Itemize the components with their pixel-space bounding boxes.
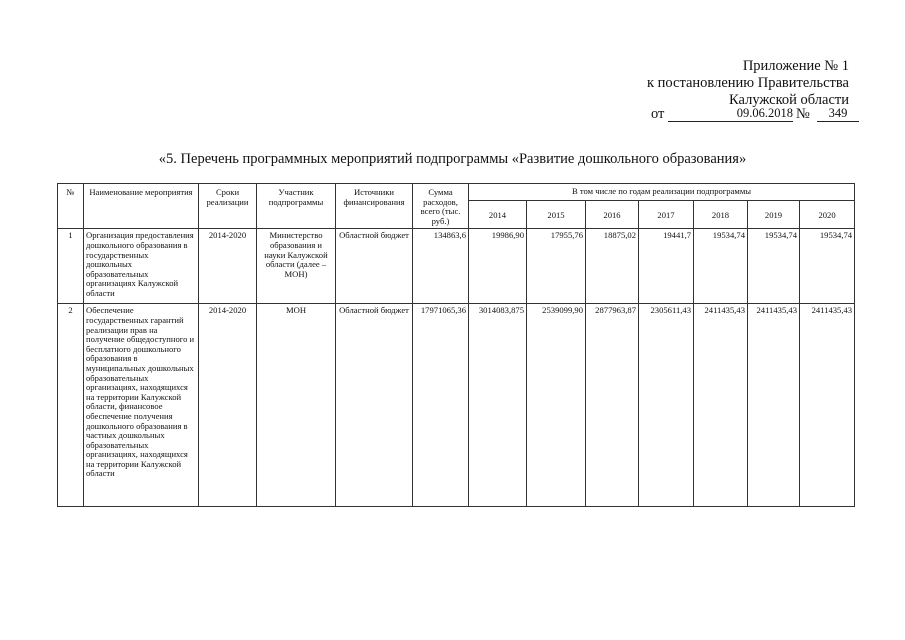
cell-value: 19534,74 — [748, 229, 800, 304]
cell-value: 2877963,87 — [586, 304, 639, 507]
cell-total: 134863,6 — [413, 229, 469, 304]
col-header-participant: Участник подпрограммы — [257, 184, 336, 229]
cell-value: 2305611,43 — [639, 304, 694, 507]
cell-value: 19534,74 — [800, 229, 855, 304]
appendix-region: Калужской области — [729, 92, 849, 108]
col-header-year: 2017 — [639, 201, 694, 229]
table-header-row — [58, 184, 855, 201]
col-header-terms: Сроки реализации — [199, 184, 257, 229]
from-label: от — [651, 106, 665, 122]
cell-name: Организация предоставления дошкольного образования в государственных дошкольных образовательных организациях Калужской области — [84, 229, 199, 304]
cell-num: 2 — [58, 304, 84, 507]
decree-date: 09.06.2018 — [668, 106, 793, 122]
cell-value: 18875,02 — [586, 229, 639, 304]
col-header-year: 2019 — [748, 201, 800, 229]
col-header-year: 2018 — [694, 201, 748, 229]
cell-terms: 2014-2020 — [199, 304, 257, 507]
cell-num: 1 — [58, 229, 84, 304]
page-title: «5. Перечень программных мероприятий подпрограммы «Развитие дошкольного образования» — [158, 151, 747, 167]
cell-value: 2411435,43 — [694, 304, 748, 507]
appendix-resolution-ref: к постановлению Правительства — [647, 75, 849, 91]
cell-value: 2539099,90 — [527, 304, 586, 507]
cell-participant: Министерство образования и науки Калужской области (далее – МОН) — [257, 229, 336, 304]
cell-source: Областной бюджет — [336, 304, 413, 507]
cell-source: Областной бюджет — [336, 229, 413, 304]
col-header-year: 2015 — [527, 201, 586, 229]
col-header-name: Наименование мероприятия — [84, 184, 199, 229]
table-row — [58, 304, 855, 507]
col-header-year: 2020 — [800, 201, 855, 229]
col-header-years-group: В том числе по годам реализации подпрограммы — [469, 184, 855, 201]
appendix-header — [609, 58, 849, 109]
cell-total: 17971065,36 — [413, 304, 469, 507]
cell-name: Обеспечение государственных гарантий реализации прав на получение общедоступного и бесплатного дошкольного образования в муниципальных дошкольных образовательных организациях, находящихся на территории Калужской области, финансовое обеспечение получения дошкольного образования в частных дошкольных образовательных организациях, находящихся на территории Калужской области — [84, 304, 199, 507]
cell-value: 19986,90 — [469, 229, 527, 304]
col-header-sources: Источники финансирования — [336, 184, 413, 229]
table-row — [58, 229, 855, 304]
decree-number: 349 — [817, 106, 859, 122]
cell-value: 19441,7 — [639, 229, 694, 304]
appendix-number: Приложение № 1 — [742, 58, 849, 74]
col-header-total: Сумма расходов, всего (тыс. руб.) — [413, 184, 469, 229]
cell-terms: 2014-2020 — [199, 229, 257, 304]
number-label: № — [796, 106, 810, 122]
col-header-num: № — [58, 184, 84, 229]
cell-value: 2411435,43 — [800, 304, 855, 507]
col-header-year: 2014 — [469, 201, 527, 229]
cell-participant: МОН — [257, 304, 336, 507]
measures-table — [57, 183, 855, 507]
col-header-year: 2016 — [586, 201, 639, 229]
cell-value: 19534,74 — [694, 229, 748, 304]
cell-value: 17955,76 — [527, 229, 586, 304]
cell-value: 3014083,875 — [469, 304, 527, 507]
decree-date-number — [651, 106, 861, 124]
cell-value: 2411435,43 — [748, 304, 800, 507]
